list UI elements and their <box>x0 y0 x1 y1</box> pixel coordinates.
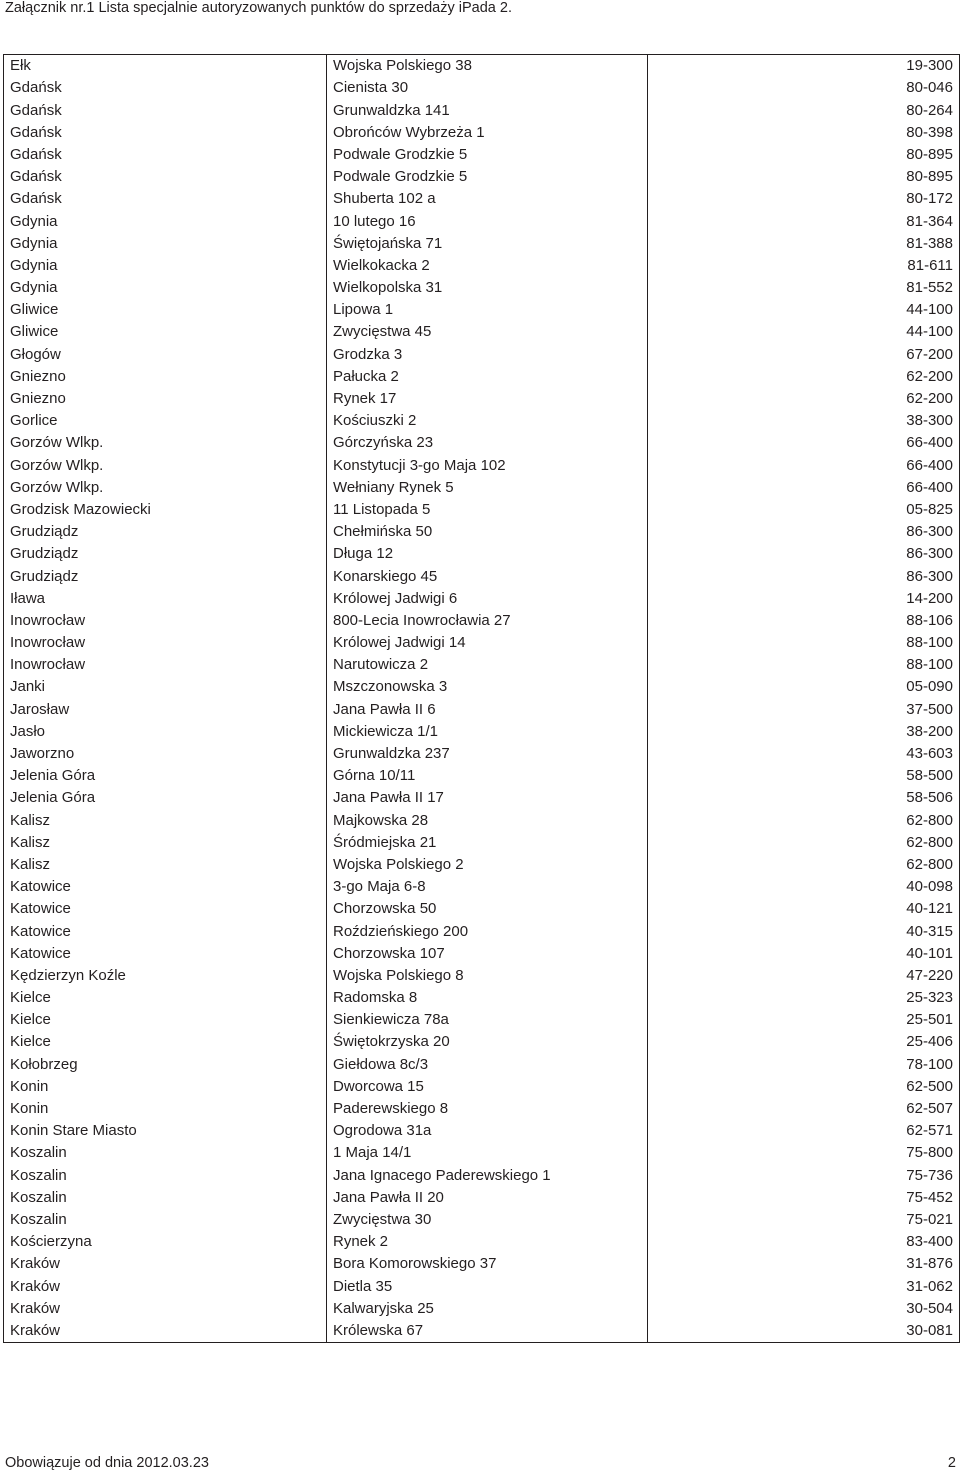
city-cell: Koszalin <box>4 1209 327 1231</box>
table-row <box>4 321 960 343</box>
city-cell: Kołobrzeg <box>4 1053 327 1075</box>
city-cell: Kalisz <box>4 809 327 831</box>
street-cell: Shuberta 102 a <box>327 188 648 210</box>
table-row <box>4 343 960 365</box>
zip-code-cell: 38-300 <box>648 410 960 432</box>
table-row <box>4 1209 960 1231</box>
zip-code-cell: 58-506 <box>648 787 960 809</box>
zip-code-cell: 62-800 <box>648 832 960 854</box>
street-cell: Podwale Grodzkie 5 <box>327 144 648 166</box>
street-cell: Śródmiejska 21 <box>327 832 648 854</box>
zip-code-cell: 81-552 <box>648 277 960 299</box>
city-cell: Gorzów Wlkp. <box>4 432 327 454</box>
zip-code-cell: 62-800 <box>648 854 960 876</box>
zip-code-cell: 75-736 <box>648 1164 960 1186</box>
zip-code-cell: 81-364 <box>648 210 960 232</box>
street-cell: Obrońców Wybrzeża 1 <box>327 122 648 144</box>
street-cell: Grunwaldzka 141 <box>327 99 648 121</box>
zip-code-cell: 43-603 <box>648 743 960 765</box>
table-row <box>4 454 960 476</box>
street-cell: Sienkiewicza 78a <box>327 1009 648 1031</box>
street-cell: Bora Komorowskiego 37 <box>327 1253 648 1275</box>
city-cell: Kalisz <box>4 854 327 876</box>
street-cell: Zwycięstwa 30 <box>327 1209 648 1231</box>
zip-code-cell: 05-090 <box>648 676 960 698</box>
city-cell: Koszalin <box>4 1142 327 1164</box>
city-cell: Katowice <box>4 898 327 920</box>
city-cell: Katowice <box>4 920 327 942</box>
table-row <box>4 1320 960 1343</box>
table-row <box>4 388 960 410</box>
city-cell: Konin <box>4 1076 327 1098</box>
table-row <box>4 965 960 987</box>
city-cell: Gniezno <box>4 366 327 388</box>
street-cell: 1 Maja 14/1 <box>327 1142 648 1164</box>
table-row <box>4 1231 960 1253</box>
street-cell: Królewska 67 <box>327 1320 648 1343</box>
city-cell: Jasło <box>4 721 327 743</box>
table-row <box>4 698 960 720</box>
city-cell: Gdynia <box>4 210 327 232</box>
zip-code-cell: 40-101 <box>648 943 960 965</box>
zip-code-cell: 19-300 <box>648 55 960 78</box>
zip-code-cell: 66-400 <box>648 432 960 454</box>
city-cell: Gliwice <box>4 321 327 343</box>
table-row <box>4 122 960 144</box>
table-row <box>4 765 960 787</box>
zip-code-cell: 14-200 <box>648 588 960 610</box>
street-cell: Konstytucji 3-go Maja 102 <box>327 454 648 476</box>
zip-code-cell: 31-876 <box>648 1253 960 1275</box>
table-body <box>4 55 960 1343</box>
zip-code-cell: 58-500 <box>648 765 960 787</box>
street-cell: Długa 12 <box>327 543 648 565</box>
city-cell: Kościerzyna <box>4 1231 327 1253</box>
city-cell: Janki <box>4 676 327 698</box>
street-cell: Roździeńskiego 200 <box>327 920 648 942</box>
zip-code-cell: 40-315 <box>648 920 960 942</box>
street-cell: Podwale Grodzkie 5 <box>327 166 648 188</box>
city-cell: Konin Stare Miasto <box>4 1120 327 1142</box>
street-cell: Radomska 8 <box>327 987 648 1009</box>
table-row <box>4 1031 960 1053</box>
zip-code-cell: 62-200 <box>648 366 960 388</box>
zip-code-cell: 86-300 <box>648 565 960 587</box>
street-cell: Rynek 2 <box>327 1231 648 1253</box>
zip-code-cell: 38-200 <box>648 721 960 743</box>
street-cell: Dietla 35 <box>327 1275 648 1297</box>
street-cell: Świętojańska 71 <box>327 233 648 255</box>
table-row <box>4 1076 960 1098</box>
street-cell: Królowej Jadwigi 6 <box>327 588 648 610</box>
table-row <box>4 255 960 277</box>
zip-code-cell: 80-046 <box>648 77 960 99</box>
page-number: 2 <box>947 1455 956 1471</box>
table-row <box>4 1120 960 1142</box>
zip-code-cell: 80-895 <box>648 166 960 188</box>
street-cell: Mszczonowska 3 <box>327 676 648 698</box>
table-row <box>4 1164 960 1186</box>
table-row <box>4 1187 960 1209</box>
city-cell: Grudziądz <box>4 521 327 543</box>
city-cell: Katowice <box>4 876 327 898</box>
city-cell: Koszalin <box>4 1187 327 1209</box>
table-row <box>4 920 960 942</box>
city-cell: Inowrocław <box>4 632 327 654</box>
city-cell: Gdynia <box>4 255 327 277</box>
street-cell: Świętokrzyska 20 <box>327 1031 648 1053</box>
street-cell: Narutowicza 2 <box>327 654 648 676</box>
city-cell: Gdańsk <box>4 144 327 166</box>
valid-from-note: Obowiązuje od dnia 2012.03.23 <box>5 1455 209 1471</box>
street-cell: Chełmińska 50 <box>327 521 648 543</box>
zip-code-cell: 75-021 <box>648 1209 960 1231</box>
city-cell: Ełk <box>4 55 327 78</box>
zip-code-cell: 30-081 <box>648 1320 960 1343</box>
zip-code-cell: 05-825 <box>648 499 960 521</box>
city-cell: Inowrocław <box>4 654 327 676</box>
table-row <box>4 77 960 99</box>
city-cell: Iława <box>4 588 327 610</box>
zip-code-cell: 80-264 <box>648 99 960 121</box>
zip-code-cell: 62-800 <box>648 809 960 831</box>
table-row <box>4 210 960 232</box>
zip-code-cell: 75-800 <box>648 1142 960 1164</box>
city-cell: Kraków <box>4 1253 327 1275</box>
street-cell: Lipowa 1 <box>327 299 648 321</box>
city-cell: Jaworzno <box>4 743 327 765</box>
street-cell: Wojska Polskiego 38 <box>327 55 648 78</box>
city-cell: Kędzierzyn Koźle <box>4 965 327 987</box>
table-row <box>4 721 960 743</box>
table-row <box>4 55 960 78</box>
zip-code-cell: 66-400 <box>648 454 960 476</box>
zip-code-cell: 80-895 <box>648 144 960 166</box>
zip-code-cell: 40-098 <box>648 876 960 898</box>
city-cell: Jelenia Góra <box>4 787 327 809</box>
table-row <box>4 1009 960 1031</box>
zip-code-cell: 81-611 <box>648 255 960 277</box>
zip-code-cell: 81-388 <box>648 233 960 255</box>
city-cell: Kielce <box>4 1031 327 1053</box>
street-cell: Chorzowska 50 <box>327 898 648 920</box>
city-cell: Konin <box>4 1098 327 1120</box>
street-cell: Grodzka 3 <box>327 343 648 365</box>
zip-code-cell: 62-200 <box>648 388 960 410</box>
city-cell: Gliwice <box>4 299 327 321</box>
city-cell: Gorzów Wlkp. <box>4 454 327 476</box>
street-cell: Jana Pawła II 6 <box>327 698 648 720</box>
table-row <box>4 166 960 188</box>
table-row <box>4 410 960 432</box>
city-cell: Gdynia <box>4 233 327 255</box>
table-row <box>4 832 960 854</box>
table-row <box>4 1098 960 1120</box>
table-row <box>4 1142 960 1164</box>
city-cell: Kalisz <box>4 832 327 854</box>
table-row <box>4 432 960 454</box>
zip-code-cell: 44-100 <box>648 299 960 321</box>
table-row <box>4 499 960 521</box>
street-cell: Górczyńska 23 <box>327 432 648 454</box>
table-row <box>4 676 960 698</box>
street-cell: Wojska Polskiego 8 <box>327 965 648 987</box>
street-cell: 800-Lecia Inowrocławia 27 <box>327 610 648 632</box>
zip-code-cell: 37-500 <box>648 698 960 720</box>
city-cell: Koszalin <box>4 1164 327 1186</box>
table-row <box>4 588 960 610</box>
street-cell: Paderewskiego 8 <box>327 1098 648 1120</box>
city-cell: Jelenia Góra <box>4 765 327 787</box>
zip-code-cell: 31-062 <box>648 1275 960 1297</box>
street-cell: Chorzowska 107 <box>327 943 648 965</box>
table-row <box>4 1275 960 1297</box>
street-cell: Jana Pawła II 17 <box>327 787 648 809</box>
table-row <box>4 565 960 587</box>
zip-code-cell: 86-300 <box>648 521 960 543</box>
table-row <box>4 876 960 898</box>
street-cell: Wełniany Rynek 5 <box>327 477 648 499</box>
zip-code-cell: 75-452 <box>648 1187 960 1209</box>
city-cell: Grodzisk Mazowiecki <box>4 499 327 521</box>
table-row <box>4 1053 960 1075</box>
street-cell: Kalwaryjska 25 <box>327 1298 648 1320</box>
zip-code-cell: 25-323 <box>648 987 960 1009</box>
table-row <box>4 366 960 388</box>
city-cell: Kielce <box>4 1009 327 1031</box>
street-cell: Grunwaldzka 237 <box>327 743 648 765</box>
table-row <box>4 1298 960 1320</box>
zip-code-cell: 86-300 <box>648 543 960 565</box>
table-row <box>4 233 960 255</box>
street-cell: Cienista 30 <box>327 77 648 99</box>
zip-code-cell: 80-172 <box>648 188 960 210</box>
zip-code-cell: 67-200 <box>648 343 960 365</box>
table-row <box>4 787 960 809</box>
city-cell: Kielce <box>4 987 327 1009</box>
street-cell: Dworcowa 15 <box>327 1076 648 1098</box>
street-cell: 10 lutego 16 <box>327 210 648 232</box>
street-cell: Zwycięstwa 45 <box>327 321 648 343</box>
city-cell: Gdańsk <box>4 99 327 121</box>
street-cell: Kościuszki 2 <box>327 410 648 432</box>
city-cell: Grudziądz <box>4 565 327 587</box>
zip-code-cell: 40-121 <box>648 898 960 920</box>
table-row <box>4 654 960 676</box>
street-cell: 3-go Maja 6-8 <box>327 876 648 898</box>
table-row <box>4 99 960 121</box>
zip-code-cell: 47-220 <box>648 965 960 987</box>
table-row <box>4 521 960 543</box>
zip-code-cell: 80-398 <box>648 122 960 144</box>
table-row <box>4 854 960 876</box>
table-row <box>4 188 960 210</box>
table-row <box>4 144 960 166</box>
city-cell: Gorlice <box>4 410 327 432</box>
city-cell: Gdynia <box>4 277 327 299</box>
table-row <box>4 943 960 965</box>
table-row <box>4 987 960 1009</box>
zip-code-cell: 78-100 <box>648 1053 960 1075</box>
table-row <box>4 477 960 499</box>
street-cell: Pałucka 2 <box>327 366 648 388</box>
street-cell: Królowej Jadwigi 14 <box>327 632 648 654</box>
table-row <box>4 543 960 565</box>
city-cell: Jarosław <box>4 698 327 720</box>
street-cell: Ogrodowa 31a <box>327 1120 648 1142</box>
street-cell: Górna 10/11 <box>327 765 648 787</box>
city-cell: Głogów <box>4 343 327 365</box>
city-cell: Gdańsk <box>4 77 327 99</box>
zip-code-cell: 88-100 <box>648 632 960 654</box>
zip-code-cell: 30-504 <box>648 1298 960 1320</box>
city-cell: Gdańsk <box>4 188 327 210</box>
street-cell: Konarskiego 45 <box>327 565 648 587</box>
street-cell: Wielkokacka 2 <box>327 255 648 277</box>
city-cell: Gorzów Wlkp. <box>4 477 327 499</box>
points-of-sale-table <box>3 54 960 1343</box>
city-cell: Gdańsk <box>4 122 327 144</box>
zip-code-cell: 66-400 <box>648 477 960 499</box>
street-cell: Jana Ignacego Paderewskiego 1 <box>327 1164 648 1186</box>
table-row <box>4 809 960 831</box>
zip-code-cell: 62-500 <box>648 1076 960 1098</box>
zip-code-cell: 44-100 <box>648 321 960 343</box>
street-cell: Wojska Polskiego 2 <box>327 854 648 876</box>
table-row <box>4 898 960 920</box>
city-cell: Grudziądz <box>4 543 327 565</box>
zip-code-cell: 88-106 <box>648 610 960 632</box>
zip-code-cell: 88-100 <box>648 654 960 676</box>
city-cell: Katowice <box>4 943 327 965</box>
table-row <box>4 610 960 632</box>
street-cell: Majkowska 28 <box>327 809 648 831</box>
street-cell: Giełdowa 8c/3 <box>327 1053 648 1075</box>
zip-code-cell: 83-400 <box>648 1231 960 1253</box>
street-cell: Rynek 17 <box>327 388 648 410</box>
city-cell: Kraków <box>4 1298 327 1320</box>
table-row <box>4 277 960 299</box>
zip-code-cell: 25-501 <box>648 1009 960 1031</box>
city-cell: Inowrocław <box>4 610 327 632</box>
city-cell: Gdańsk <box>4 166 327 188</box>
table-row <box>4 1253 960 1275</box>
street-cell: Jana Pawła II 20 <box>327 1187 648 1209</box>
zip-code-cell: 25-406 <box>648 1031 960 1053</box>
street-cell: 11 Listopada 5 <box>327 499 648 521</box>
table-row <box>4 743 960 765</box>
city-cell: Gniezno <box>4 388 327 410</box>
table-row <box>4 632 960 654</box>
table-row <box>4 299 960 321</box>
zip-code-cell: 62-571 <box>648 1120 960 1142</box>
zip-code-cell: 62-507 <box>648 1098 960 1120</box>
document-title: Załącznik nr.1 Lista specjalnie autoryzowanych punktów do sprzedaży iPada 2. <box>5 0 512 16</box>
city-cell: Kraków <box>4 1275 327 1297</box>
city-cell: Kraków <box>4 1320 327 1343</box>
street-cell: Wielkopolska 31 <box>327 277 648 299</box>
street-cell: Mickiewicza 1/1 <box>327 721 648 743</box>
